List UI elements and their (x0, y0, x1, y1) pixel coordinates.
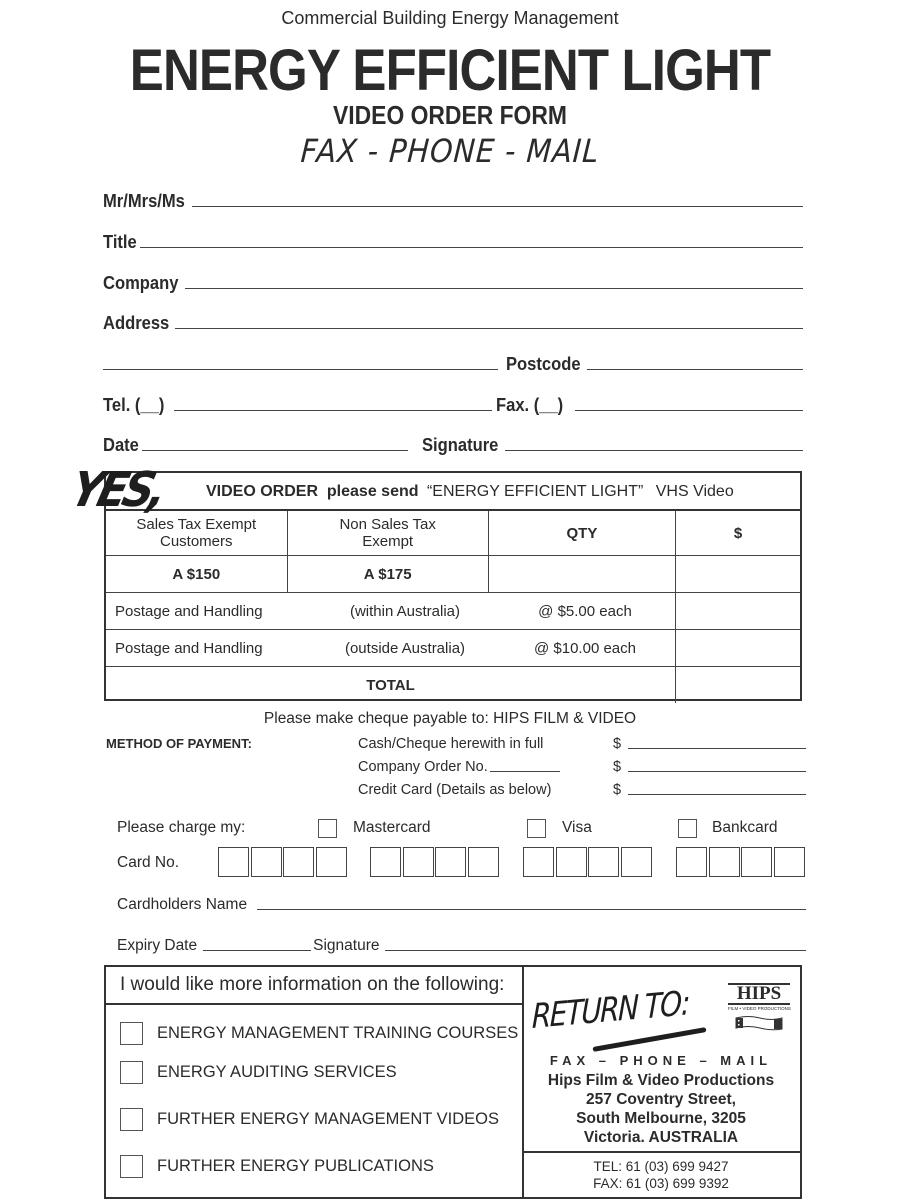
card-digit-box[interactable] (403, 847, 434, 877)
col-header-qty: QTY (488, 510, 675, 556)
postage-within-amount-input[interactable] (676, 593, 801, 630)
table-row (106, 667, 800, 704)
order-heading-title: “ENERGY EFFICIENT LIGHT” (426, 483, 644, 500)
currency-symbol: $ (613, 736, 622, 752)
signature-line[interactable] (505, 450, 803, 451)
amount-input[interactable] (676, 556, 801, 593)
currency-symbol: $ (613, 782, 622, 798)
charge-label: Please charge my: (117, 819, 246, 836)
amount-line[interactable] (628, 748, 806, 749)
cardholder-name-field[interactable] (117, 892, 806, 914)
postage-rate: @ $5.00 each (538, 602, 632, 620)
card-number-label: Card No. (117, 854, 180, 871)
postage-label: Postage and Handling (115, 602, 263, 620)
fax-number: FAX: 61 (03) 699 9392 (593, 1176, 729, 1191)
order-heading-bold: VIDEO ORDER please send (206, 483, 419, 500)
bankcard-label: Bankcard (712, 819, 778, 836)
address-line[interactable] (175, 328, 803, 329)
info-option-videos[interactable] (120, 1108, 499, 1131)
card-digit-box[interactable] (774, 847, 805, 877)
cheque-note: Please make cheque payable to: HIPS FILM & VIDEO (263, 710, 637, 727)
price-non-exempt: A $175 (287, 556, 488, 593)
postage-within-cell (106, 593, 676, 630)
signature-label: Signature (422, 435, 499, 455)
expiry-date-label: Expiry Date (117, 937, 198, 954)
info-checkbox[interactable] (120, 1155, 143, 1178)
address-label: Address (103, 313, 170, 333)
payment-option-credit-card[interactable] (358, 780, 806, 798)
return-to-panel (522, 967, 800, 1197)
card-digit-box[interactable] (588, 847, 619, 877)
company-field[interactable] (103, 268, 803, 294)
more-info-panel (106, 967, 524, 1197)
handwritten-order-methods: FAX - PHONE - MAIL (299, 132, 601, 170)
company-label: Company (103, 273, 179, 293)
cardholder-name-label: Cardholders Name (117, 896, 248, 913)
address-city: South Melbourne, 3205 (576, 1110, 746, 1127)
payment-option-label: Company Order No. (358, 759, 488, 775)
card-digit-box[interactable] (556, 847, 587, 877)
postage-outside-amount-input[interactable] (676, 630, 801, 667)
return-to-heading: RETURN TO: (531, 983, 690, 1037)
more-info-heading: I would like more information on the following: (106, 967, 522, 1005)
address-field[interactable] (103, 308, 803, 334)
postcode-line[interactable] (587, 369, 803, 370)
address-postcode-field[interactable] (103, 349, 803, 375)
hips-logo (728, 983, 790, 1031)
address-line-2[interactable] (103, 369, 498, 370)
order-heading (206, 482, 796, 502)
fax-label: Fax. (__) (495, 395, 563, 415)
card-digit-box[interactable] (316, 847, 347, 877)
amount-line[interactable] (628, 794, 806, 795)
expiry-date-line[interactable] (203, 950, 311, 951)
return-methods: FAX – PHONE – MAIL (549, 1053, 773, 1068)
video-order-box (104, 471, 802, 701)
postage-region: (outside Australia) (344, 639, 466, 657)
col-header-non-exempt-line2: Exempt (362, 533, 414, 550)
card-digit-box[interactable] (468, 847, 499, 877)
address-company: Hips Film & Video Productions (547, 1072, 775, 1089)
col-header-amount: $ (676, 510, 801, 556)
title-field[interactable] (103, 227, 803, 253)
info-checkbox[interactable] (120, 1022, 143, 1045)
cardholder-name-line[interactable] (257, 909, 806, 910)
tel-fax-field[interactable] (103, 390, 803, 416)
form-title: ENERGY EFFICIENT LIGHT (129, 38, 771, 103)
card-signature-line[interactable] (385, 950, 806, 951)
card-digit-box[interactable] (370, 847, 401, 877)
postage-region: (within Australia) (349, 602, 461, 620)
form-subtitle: Commercial Building Energy Management (281, 8, 619, 28)
mastercard-checkbox[interactable] (318, 819, 337, 838)
info-option-label: ENERGY AUDITING SERVICES (157, 1063, 397, 1081)
info-option-publications[interactable] (120, 1155, 434, 1178)
tel-label: Tel. (__) (103, 395, 165, 415)
yes-stamp: YES, (65, 462, 170, 518)
order-table-header (106, 510, 800, 556)
date-label: Date (103, 435, 139, 455)
info-option-auditing[interactable] (120, 1061, 397, 1084)
address-country: Victoria. AUSTRALIA (583, 1129, 739, 1146)
price-tax-exempt: A $150 (106, 556, 287, 593)
card-digit-box[interactable] (283, 847, 314, 877)
company-line[interactable] (185, 288, 803, 289)
telephone-number: TEL: 61 (03) 699 9427 (593, 1159, 729, 1174)
postcode-label: Postcode (506, 354, 581, 374)
date-line[interactable] (142, 450, 408, 451)
name-line[interactable] (192, 206, 803, 207)
mastercard-label: Mastercard (353, 819, 431, 836)
order-number-line[interactable] (490, 771, 560, 772)
currency-symbol: $ (613, 759, 622, 775)
card-digit-box[interactable] (709, 847, 740, 877)
info-return-box (104, 965, 802, 1199)
info-checkbox[interactable] (120, 1061, 143, 1084)
payment-option-cash[interactable] (358, 734, 806, 752)
table-row (106, 593, 800, 630)
info-option-label: ENERGY MANAGEMENT TRAINING COURSES (157, 1024, 519, 1042)
card-signature-label: Signature (313, 937, 380, 954)
postage-outside-cell (106, 630, 676, 667)
col-header-non-exempt (287, 510, 488, 556)
total-amount-input[interactable] (676, 667, 801, 704)
visa-label: Visa (562, 819, 592, 836)
amount-line[interactable] (628, 771, 806, 772)
col-header-tax-exempt-line2: Customers (159, 533, 233, 550)
order-heading-format: VHS Video (655, 483, 734, 500)
info-option-training[interactable] (120, 1022, 518, 1045)
table-row (106, 630, 800, 667)
date-signature-field[interactable] (103, 430, 803, 456)
table-row (106, 556, 800, 593)
info-option-label: FURTHER ENERGY MANAGEMENT VIDEOS (157, 1110, 499, 1128)
visa-checkbox[interactable] (527, 819, 546, 838)
expiry-signature-field[interactable] (117, 933, 806, 955)
card-digit-box[interactable] (218, 847, 249, 877)
film-strip-icon (734, 1015, 784, 1031)
card-digit-box[interactable] (621, 847, 652, 877)
contact-numbers (522, 1151, 800, 1197)
card-digit-box[interactable] (676, 847, 707, 877)
card-digit-box[interactable] (435, 847, 466, 877)
fax-line[interactable] (575, 410, 803, 411)
postage-rate: @ $10.00 each (534, 639, 636, 657)
payment-option-company-order[interactable] (358, 757, 806, 775)
order-table (106, 509, 800, 703)
col-header-non-exempt-line1: Non Sales Tax (339, 516, 436, 533)
address-street: 257 Coventry Street, (586, 1091, 736, 1108)
card-digit-box[interactable] (251, 847, 282, 877)
payment-option-label: Cash/Cheque herewith in full (358, 736, 544, 752)
hips-logo-text: HIPS (728, 983, 790, 1005)
title-line[interactable] (140, 247, 803, 248)
postage-label: Postage and Handling (115, 639, 263, 657)
col-header-tax-exempt-line1: Sales Tax Exempt (136, 516, 257, 533)
form-type-title: VIDEO ORDER FORM (333, 100, 567, 130)
card-digit-box[interactable] (741, 847, 772, 877)
tel-line[interactable] (174, 410, 492, 411)
method-of-payment-label: METHOD OF PAYMENT: (106, 736, 252, 751)
total-label: TOTAL (106, 667, 676, 704)
title-label: Title (103, 232, 137, 252)
card-digit-box[interactable] (523, 847, 554, 877)
payment-option-label: Credit Card (Details as below) (358, 782, 552, 798)
qty-input[interactable] (488, 556, 675, 593)
name-label: Mr/Mrs/Ms (103, 191, 185, 211)
name-field[interactable] (103, 186, 803, 212)
bankcard-checkbox[interactable] (678, 819, 697, 838)
hips-logo-subtitle: FILM • VIDEO PRODUCTIONS (728, 1006, 791, 1011)
info-option-label: FURTHER ENERGY PUBLICATIONS (157, 1157, 434, 1175)
info-checkbox[interactable] (120, 1108, 143, 1131)
